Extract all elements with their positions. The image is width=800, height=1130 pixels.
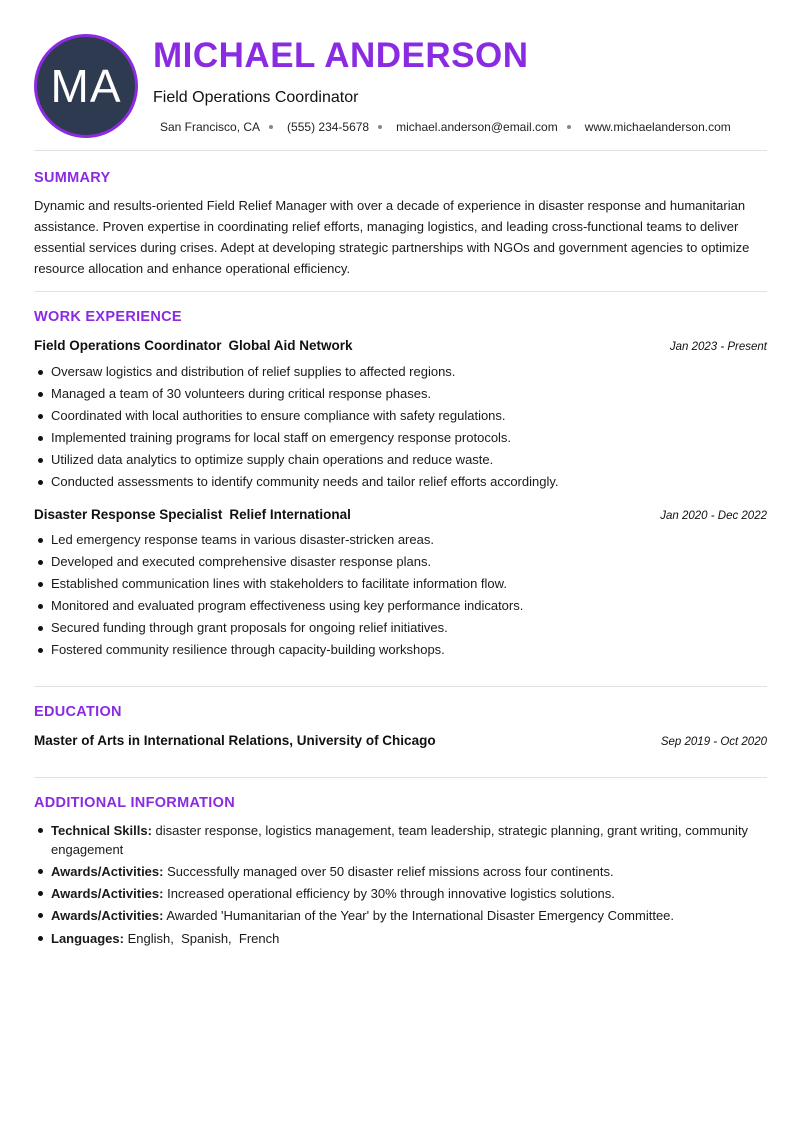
section-title-summary: SUMMARY: [34, 170, 111, 186]
contact-website[interactable]: www.michaelanderson.com: [584, 120, 731, 134]
section-title-additional: ADDITIONAL INFORMATION: [34, 795, 235, 811]
list-item: Implemented training programs for local staff on emergency response protocols.: [34, 427, 767, 449]
job-header: [34, 338, 767, 353]
section-title-experience: WORK EXPERIENCE: [34, 309, 182, 325]
job-title: Field Operations Coordinator: [153, 89, 359, 106]
job-dates: Jan 2023 - Present: [669, 341, 767, 353]
contact-email[interactable]: michael.anderson@email.com: [396, 120, 558, 134]
list-item: Managed a team of 30 volunteers during critical response phases.: [34, 383, 767, 405]
divider: [34, 686, 767, 687]
contact-phone[interactable]: (555) 234-5678: [287, 120, 370, 134]
contact-location: San Francisco, CA: [160, 120, 261, 134]
education-entry: [34, 733, 767, 748]
job-bullets: [34, 529, 767, 661]
contact-info: [160, 120, 731, 134]
separator-dot: [567, 125, 571, 129]
info-text: disaster response, logistics management, team leadership, strategic planning, grant writing, community engagement: [51, 823, 749, 857]
list-item: [34, 929, 774, 948]
divider: [34, 150, 767, 151]
info-label: Technical Skills:: [51, 823, 152, 838]
list-item: Fostered community resilience through capacity-building workshops.: [34, 639, 767, 661]
info-label: Awards/Activities:: [51, 908, 164, 923]
job-role: Disaster Response Specialist: [34, 507, 223, 522]
job-bullets: [34, 361, 767, 493]
education-degree: Master of Arts in International Relations, University of Chicago: [34, 733, 436, 748]
avatar: [34, 34, 138, 138]
list-item: Led emergency response teams in various disaster-stricken areas.: [34, 529, 767, 551]
job-header: [34, 507, 767, 522]
education-dates: Sep 2019 - Oct 2020: [660, 736, 767, 748]
job-role-line: [34, 507, 351, 522]
info-text: English, Spanish, French: [127, 931, 280, 946]
list-item: [34, 884, 774, 903]
list-item: Established communication lines with stakeholders to facilitate information flow.: [34, 573, 767, 595]
job-role-line: [34, 338, 353, 353]
list-item: Secured funding through grant proposals for ongoing relief initiatives.: [34, 617, 767, 639]
job-company: Global Aid Network: [228, 338, 353, 353]
job-company: Relief International: [229, 507, 351, 522]
additional-info-list: [34, 821, 774, 951]
divider: [34, 291, 767, 292]
list-item: Coordinated with local authorities to ensure compliance with safety regulations.: [34, 405, 767, 427]
info-label: Awards/Activities:: [51, 864, 164, 879]
info-label: Awards/Activities:: [51, 886, 164, 901]
list-item: [34, 862, 774, 881]
info-text: Increased operational efficiency by 30% through innovative logistics solutions.: [167, 886, 615, 901]
list-item: Conducted assessments to identify community needs and tailor relief efforts accordingly.: [34, 471, 767, 493]
list-item: [34, 906, 774, 925]
job-dates: Jan 2020 - Dec 2022: [660, 510, 767, 522]
job-role: Field Operations Coordinator: [34, 338, 222, 353]
separator-dot: [269, 125, 273, 129]
divider: [34, 777, 767, 778]
list-item: Monitored and evaluated program effectiveness using key performance indicators.: [34, 595, 767, 617]
list-item: [34, 821, 774, 859]
avatar-initials: MA: [50, 60, 122, 112]
list-item: Oversaw logistics and distribution of relief supplies to affected regions.: [34, 361, 767, 383]
summary-text: Dynamic and results-oriented Field Relief Manager with over a decade of experience in disaster response and humanitarian assistance. Proven expertise in coordinating relief efforts, managing logistics, and leading cross-functional teams to deliver essential services during crises. Adept at developing strategic partnerships with NGOs and government agencies to optimize resource allocation and enhance operational efficiency.: [34, 198, 750, 276]
candidate-name: MICHAEL ANDERSON: [153, 36, 529, 75]
info-text: Awarded 'Humanitarian of the Year' by the International Disaster Emergency Committee.: [166, 908, 675, 923]
info-label: Languages:: [51, 931, 124, 946]
section-title-education: EDUCATION: [34, 704, 122, 720]
separator-dot: [378, 125, 382, 129]
list-item: Utilized data analytics to optimize supply chain operations and reduce waste.: [34, 449, 767, 471]
list-item: Developed and executed comprehensive disaster response plans.: [34, 551, 767, 573]
info-text: Successfully managed over 50 disaster relief missions across four continents.: [167, 864, 614, 879]
